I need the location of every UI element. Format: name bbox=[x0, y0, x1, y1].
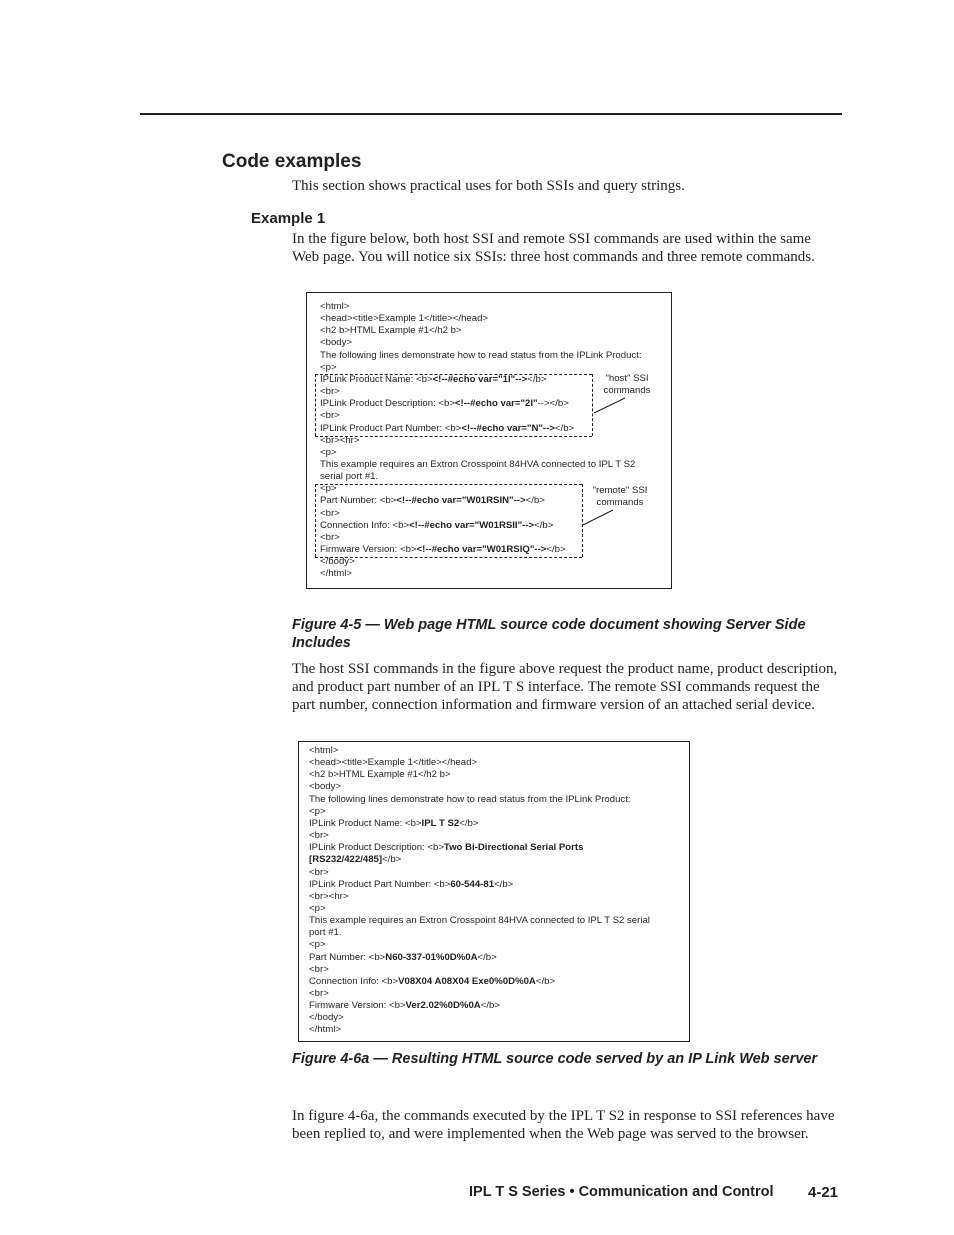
code-bold-segment: <!--#echo var="W01RSII"--> bbox=[409, 519, 535, 531]
code-line bbox=[309, 794, 631, 806]
code-bold-segment: 60-544-81 bbox=[450, 878, 495, 890]
code-segment: IPLink Product Description: <b> bbox=[320, 398, 455, 410]
code-bold-segment: N60-337-01%0D%0A bbox=[385, 951, 478, 963]
code-line bbox=[320, 374, 546, 386]
code-bold-segment: Ver2.02%0D%0A bbox=[405, 1000, 481, 1012]
code-segment: </b> bbox=[535, 975, 556, 987]
code-segment: <head><title>Example 1</title></head> bbox=[320, 313, 489, 325]
code-line bbox=[309, 939, 326, 951]
header-rule bbox=[140, 113, 842, 115]
code-line bbox=[309, 1012, 344, 1024]
host-ssi-label: "host" SSI commands bbox=[603, 373, 651, 396]
code-line bbox=[309, 867, 329, 879]
code-segment: <br> bbox=[320, 386, 340, 398]
code-line bbox=[320, 520, 553, 532]
code-line bbox=[320, 495, 545, 507]
code-segment: This example requires an Extron Crosspoint 84HVA connected to IPL T S2 serial bbox=[309, 915, 650, 927]
code-segment: </b> bbox=[546, 544, 566, 555]
code-line bbox=[309, 806, 326, 818]
code-segment: <br><hr> bbox=[320, 434, 360, 446]
code-line bbox=[320, 556, 355, 568]
code-line bbox=[309, 915, 650, 927]
code-segment: <p> bbox=[309, 805, 326, 817]
code-bold-segment: <!--#echo var="W01RSIQ"--> bbox=[416, 544, 547, 555]
page-number: 4-21 bbox=[808, 1184, 839, 1201]
code-bold-segment: Two Bi-Directional Serial Ports bbox=[443, 842, 584, 854]
code-segment: <body> bbox=[320, 337, 353, 349]
code-line bbox=[320, 325, 462, 337]
code-segment: </b> bbox=[525, 495, 545, 507]
code-segment: <br> bbox=[320, 507, 340, 519]
code-segment: <html> bbox=[320, 301, 350, 312]
code-bold-segment: <!--#echo var="1I"--> bbox=[432, 373, 528, 385]
code-segment: The following lines demonstrate how to read status from the IPLink Product: bbox=[309, 793, 631, 805]
code-line bbox=[320, 447, 337, 459]
code-segment: </b> bbox=[494, 878, 514, 890]
code-line bbox=[309, 769, 451, 781]
figure-served-code-box bbox=[298, 741, 690, 1042]
code-line bbox=[320, 532, 340, 544]
code-bold-segment: V08X04 A08X04 Exe0%0D%0A bbox=[398, 975, 536, 987]
code-line bbox=[309, 1024, 341, 1036]
code-line bbox=[320, 459, 635, 471]
code-line bbox=[320, 435, 359, 447]
code-line bbox=[309, 818, 478, 830]
code-line bbox=[309, 854, 401, 866]
code-segment: Connection Info: <b> bbox=[320, 519, 410, 531]
code-segment: <h2 b>HTML Example #1</h2 b> bbox=[320, 325, 462, 337]
code-segment: <html> bbox=[309, 745, 339, 756]
figure-4-6a-caption: Figure 4-6a — Resulting HTML source code served by an IP Link Web server bbox=[292, 1051, 818, 1067]
code-segment: <br> bbox=[309, 830, 329, 842]
intro-paragraph: This section shows practical uses for both SSIs and query strings. bbox=[292, 178, 685, 194]
code-segment: <p> bbox=[320, 483, 337, 495]
code-line bbox=[320, 337, 352, 349]
code-segment: Connection Info: <b> bbox=[309, 975, 399, 987]
code-line bbox=[320, 483, 337, 495]
code-segment: IPLink Product Name: <b> bbox=[309, 817, 422, 829]
code-segment: This example requires an Extron Crosspoint 84HVA connected to IPL T S2 bbox=[320, 458, 636, 470]
code-segment: </b> bbox=[527, 373, 547, 385]
code-segment: Firmware Version: <b> bbox=[320, 544, 417, 555]
code-segment: port #1. bbox=[309, 927, 342, 939]
code-segment: </body> bbox=[309, 1012, 344, 1024]
code-line bbox=[320, 410, 340, 422]
code-line bbox=[309, 903, 326, 915]
code-segment: </b> bbox=[459, 817, 479, 829]
section-title: Code examples bbox=[222, 151, 362, 172]
code-segment: </b> bbox=[480, 1000, 500, 1012]
code-segment: </b> bbox=[382, 854, 402, 866]
code-line bbox=[309, 952, 497, 964]
code-segment: IPLink Product Part Number: <b> bbox=[309, 878, 451, 890]
code-segment: <br> bbox=[320, 531, 340, 543]
code-line bbox=[320, 508, 340, 520]
code-segment: <p> bbox=[309, 939, 326, 951]
code-segment: Part Number: <b> bbox=[320, 495, 397, 507]
code-line bbox=[320, 568, 352, 580]
code-bold-segment: IPL T S2 bbox=[421, 817, 460, 829]
code-line bbox=[320, 398, 569, 410]
code-segment: <br> bbox=[309, 866, 329, 878]
footer-title: IPL T S Series • Communication and Control bbox=[469, 1184, 774, 1200]
remote-ssi-label: "remote" SSI commands bbox=[592, 485, 648, 508]
code-segment: IPLink Product Description: <b> bbox=[309, 842, 444, 854]
code-line bbox=[320, 313, 488, 325]
code-line bbox=[309, 964, 329, 976]
code-segment: </html> bbox=[320, 568, 352, 580]
example-intro-paragraph: In the figure below, both host SSI and remote SSI commands are used within the same Web page. You will notice six SSIs: three host commands and three remote commands. bbox=[292, 231, 815, 265]
code-segment: Firmware Version: <b> bbox=[309, 1000, 406, 1012]
code-segment: IPLink Product Name: <b> bbox=[320, 373, 433, 385]
code-segment: </b> bbox=[554, 422, 575, 434]
code-segment: The following lines demonstrate how to read status from the IPLink Product: bbox=[320, 349, 642, 361]
code-line bbox=[309, 879, 513, 891]
code-segment: </b> bbox=[534, 519, 554, 531]
code-segment: <head><title>Example 1</title></head> bbox=[309, 757, 478, 769]
code-line bbox=[309, 830, 329, 842]
code-bold-segment: [RS232/422/485] bbox=[309, 854, 383, 866]
code-line bbox=[309, 745, 338, 757]
code-line bbox=[320, 423, 574, 435]
figure-source-code-box bbox=[306, 292, 672, 589]
code-line bbox=[320, 350, 642, 362]
code-line bbox=[320, 544, 566, 556]
code-line bbox=[320, 386, 340, 398]
code-segment: <br> bbox=[309, 988, 329, 999]
code-segment: <p> bbox=[320, 361, 337, 373]
code-bold-segment: <!--#echo var="2I" bbox=[454, 398, 538, 410]
code-segment: </body> bbox=[320, 556, 355, 568]
code-segment: <body> bbox=[309, 781, 342, 793]
code-segment: Part Number: <b> bbox=[309, 951, 386, 963]
code-segment: <p> bbox=[309, 902, 326, 914]
example-title: Example 1 bbox=[251, 210, 326, 227]
code-segment: <p> bbox=[320, 446, 337, 458]
code-line bbox=[309, 1000, 500, 1012]
code-segment: IPLink Product Part Number: <b> bbox=[320, 422, 462, 434]
code-segment: </b> bbox=[477, 951, 497, 963]
code-bold-segment: <!--#echo var="N"--> bbox=[461, 422, 555, 434]
code-segment: <br> bbox=[309, 963, 329, 975]
code-segment: --></b> bbox=[537, 398, 569, 410]
code-segment: </html> bbox=[309, 1024, 341, 1036]
code-line bbox=[309, 891, 348, 903]
code-line bbox=[309, 757, 477, 769]
figure-4-5-caption: Figure 4-5 — Web page HTML source code document showing Server Side Includes bbox=[292, 617, 806, 651]
host-remote-explanation-paragraph: The host SSI commands in the figure above request the product name, product description, and product part number of an IPL T S interface. The remote SSI commands request the part number, connection information and firmware version of an attached serial device. bbox=[292, 661, 838, 713]
closing-paragraph: In figure 4-6a, the commands executed by the IPL T S2 in response to SSI references have been replied to, and were implemented when the Web page was served to the browser. bbox=[292, 1108, 835, 1142]
code-line bbox=[309, 988, 329, 1000]
code-bold-segment: <!--#echo var="W01RSIN"--> bbox=[396, 495, 526, 507]
code-segment: <h2 b>HTML Example #1</h2 b> bbox=[309, 769, 451, 781]
code-segment: <br> bbox=[320, 410, 340, 422]
code-line bbox=[309, 842, 583, 854]
code-line bbox=[309, 976, 555, 988]
code-line bbox=[320, 301, 349, 313]
code-line bbox=[309, 781, 341, 793]
code-line bbox=[309, 927, 342, 939]
code-segment: <br><hr> bbox=[309, 890, 349, 902]
code-line bbox=[320, 362, 337, 374]
code-line bbox=[320, 471, 378, 483]
code-segment: serial port #1. bbox=[320, 471, 379, 483]
